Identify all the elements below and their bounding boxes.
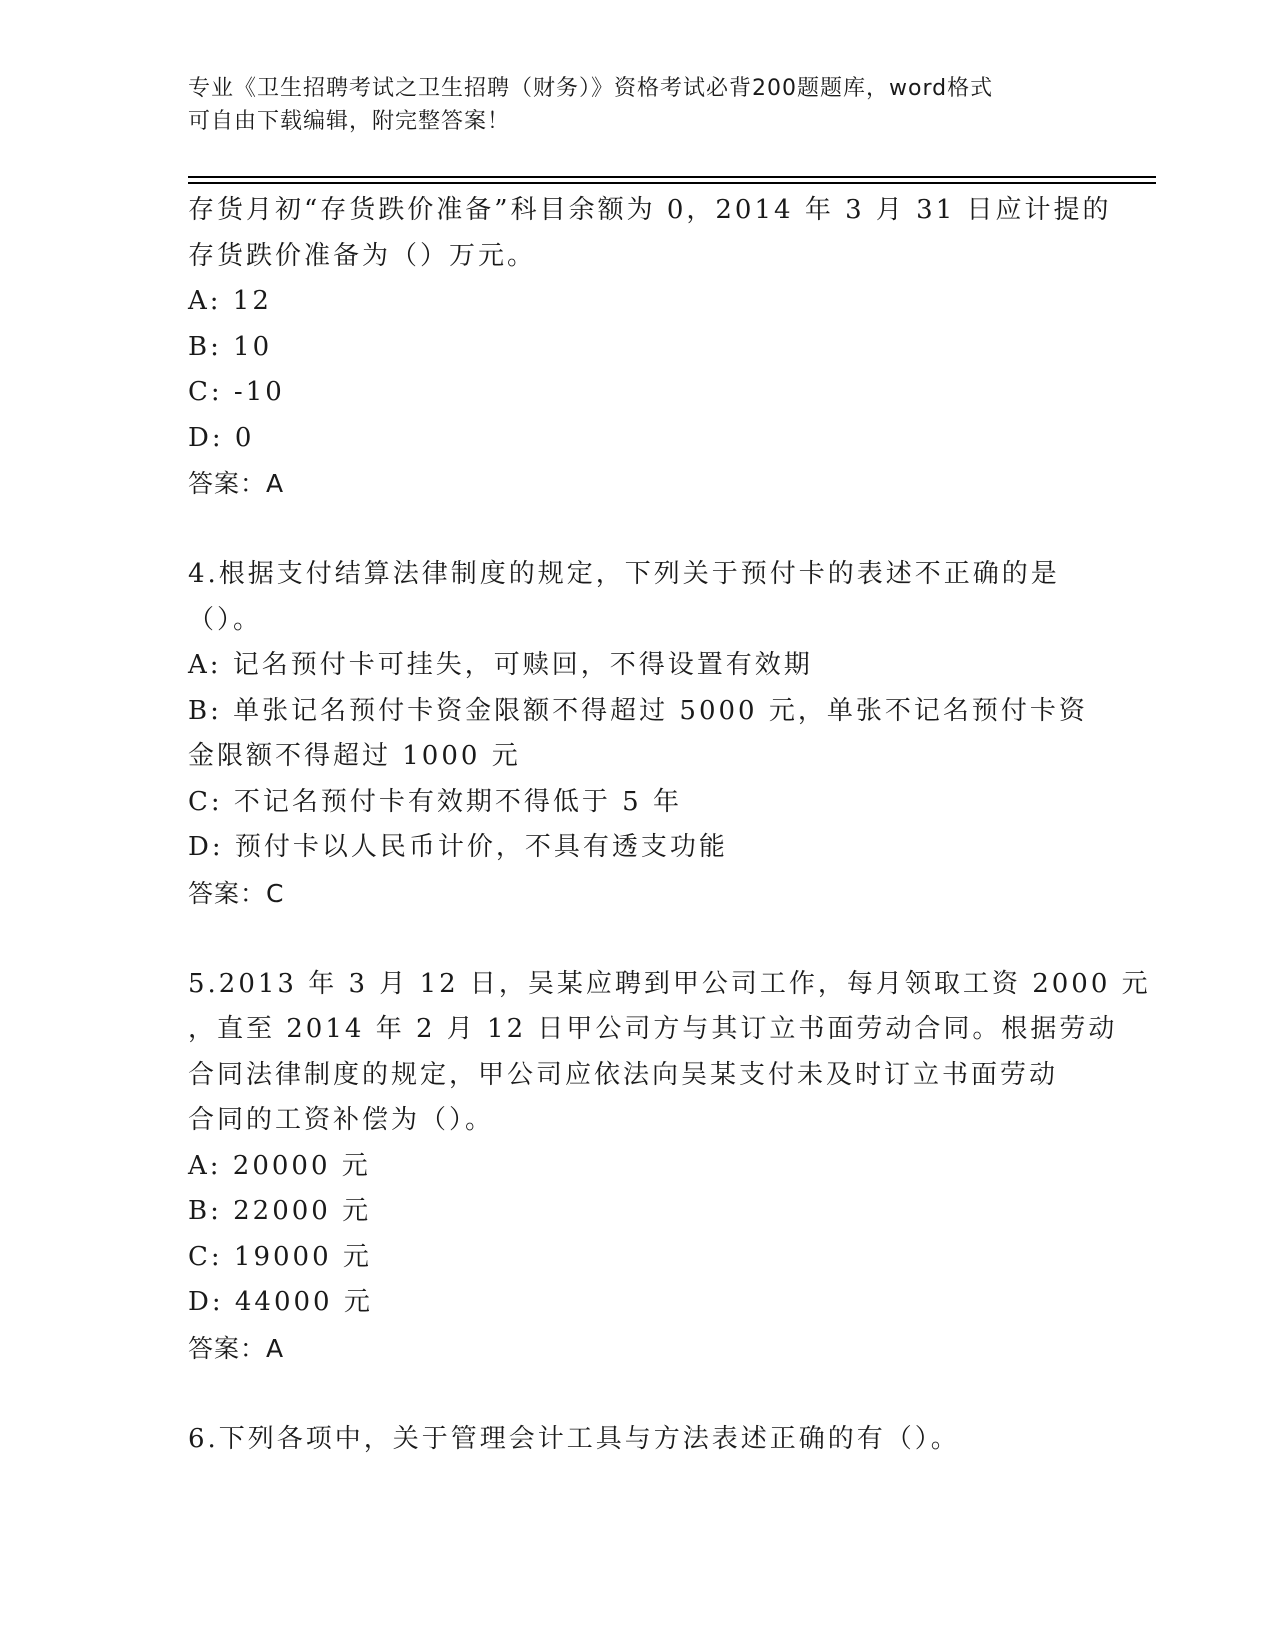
option-b: B: 10 [188, 331, 273, 362]
option-b: B: 单张记名预付卡资金限额不得超过 5000 元，单张不记名预付卡资 [188, 695, 1088, 726]
question-6 [188, 1417, 1078, 1463]
answer-key: 答案：A [188, 1333, 285, 1363]
question-list [188, 188, 1151, 1462]
option-d: D: 0 [188, 422, 255, 453]
option-a: A: 记名预付卡可挂失，可赎回，不得设置有效期 [188, 650, 813, 680]
spacer [188, 1371, 1078, 1417]
option-d: D: 44000 元 [188, 1287, 373, 1317]
question-stem: 6.下列各项中，关于管理会计工具与方法表述正确的有（）。 [188, 1423, 960, 1454]
question-stem: 合同的工资补偿为（）。 [188, 1105, 495, 1135]
spacer [188, 916, 1078, 962]
document-header [188, 72, 1068, 138]
option-b: B: 22000 元 [188, 1196, 372, 1226]
question-stem: （）。 [188, 604, 263, 635]
option-b-continued: 金限额不得超过 1000 元 [188, 741, 521, 771]
option-a: A: 20000 元 [188, 1150, 371, 1181]
spacer [188, 507, 1078, 553]
question-4 [188, 552, 1088, 916]
question-3 [188, 188, 1112, 507]
header-divider-bottom [188, 182, 1156, 184]
question-stem: 4.根据支付结算法律制度的规定，下列关于预付卡的表述不正确的是 [188, 559, 1060, 589]
answer-key: 答案：C [188, 878, 285, 908]
option-d: D: 预付卡以人民币计价，不具有透支功能 [188, 832, 728, 862]
question-stem: ，直至 2014 年 2 月 12 日甲公司方与其订立书面劳动合同。根据劳动 [188, 1014, 1118, 1044]
header-divider-top [188, 176, 1156, 178]
question-5 [188, 962, 1151, 1372]
header-line-2: 可自由下载编辑，附完整答案！ [188, 109, 511, 134]
option-c: C: 19000 元 [188, 1241, 372, 1272]
answer-key: 答案：A [188, 469, 285, 498]
question-stem: 存货月初“存货跌价准备”科目余额为 0，2014 年 3 月 31 日应计提的 [188, 195, 1112, 225]
question-stem: 存货跌价准备为（）万元。 [188, 240, 537, 271]
option-a: A: 12 [188, 286, 272, 316]
option-c: C: 不记名预付卡有效期不得低于 5 年 [188, 786, 682, 817]
option-c: C: -10 [188, 377, 285, 407]
question-stem: 合同法律制度的规定，甲公司应依法向吴某支付未及时订立书面劳动 [188, 1059, 1059, 1090]
question-stem: 5.2013 年 3 月 12 日，吴某应聘到甲公司工作，每月领取工资 2000 元 [188, 968, 1151, 999]
header-line-1: 专业《卫生招聘考试之卫生招聘（财务）》资格考试必背200题题库，word格式 [188, 76, 994, 101]
